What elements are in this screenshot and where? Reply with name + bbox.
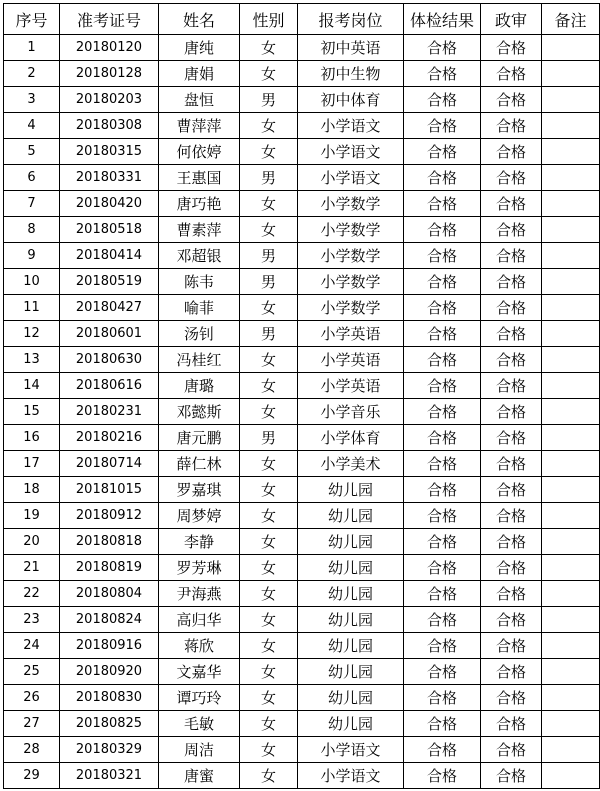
medical-result-cell: 合格 — [404, 35, 481, 61]
name-cell: 何依婷 — [159, 139, 240, 165]
name-cell: 唐巧艳 — [159, 191, 240, 217]
seq-cell: 25 — [4, 659, 60, 685]
name-cell: 汤钊 — [159, 321, 240, 347]
name-cell: 曹素萍 — [159, 217, 240, 243]
name-cell: 罗嘉琪 — [159, 477, 240, 503]
gender-cell: 女 — [240, 685, 298, 711]
name-cell: 曹萍萍 — [159, 113, 240, 139]
seq-cell: 2 — [4, 61, 60, 87]
table-row — [4, 711, 600, 737]
position-cell: 幼儿园 — [298, 503, 404, 529]
table-row — [4, 737, 600, 763]
political-review-cell: 合格 — [481, 399, 542, 425]
position-cell: 幼儿园 — [298, 711, 404, 737]
name-cell: 罗芳琳 — [159, 555, 240, 581]
position-cell: 幼儿园 — [298, 555, 404, 581]
table-row — [4, 321, 600, 347]
name-cell: 盘恒 — [159, 87, 240, 113]
remarks-cell — [542, 347, 600, 373]
gender-cell: 男 — [240, 87, 298, 113]
remarks-cell — [542, 87, 600, 113]
seq-cell: 12 — [4, 321, 60, 347]
ticket-number-cell: 20180128 — [60, 61, 159, 87]
name-cell: 文嘉华 — [159, 659, 240, 685]
political-review-cell: 合格 — [481, 425, 542, 451]
seq-cell: 18 — [4, 477, 60, 503]
name-cell: 邓懿斯 — [159, 399, 240, 425]
position-cell: 小学美术 — [298, 451, 404, 477]
gender-cell: 女 — [240, 61, 298, 87]
ticket-number-cell: 20180427 — [60, 295, 159, 321]
results-table — [3, 3, 600, 789]
medical-result-cell: 合格 — [404, 763, 481, 789]
position-cell: 小学体育 — [298, 425, 404, 451]
header-gender: 性别 — [240, 4, 298, 35]
remarks-cell — [542, 425, 600, 451]
ticket-number-cell: 20180315 — [60, 139, 159, 165]
table-row — [4, 113, 600, 139]
seq-cell: 8 — [4, 217, 60, 243]
medical-result-cell: 合格 — [404, 555, 481, 581]
gender-cell: 女 — [240, 711, 298, 737]
remarks-cell — [542, 477, 600, 503]
remarks-cell — [542, 685, 600, 711]
ticket-number-cell: 20180616 — [60, 373, 159, 399]
medical-result-cell: 合格 — [404, 139, 481, 165]
remarks-cell — [542, 373, 600, 399]
position-cell: 幼儿园 — [298, 477, 404, 503]
ticket-number-cell: 20180414 — [60, 243, 159, 269]
table-row — [4, 165, 600, 191]
ticket-number-cell: 20180714 — [60, 451, 159, 477]
medical-result-cell: 合格 — [404, 61, 481, 87]
position-cell: 幼儿园 — [298, 581, 404, 607]
ticket-number-cell: 20180818 — [60, 529, 159, 555]
name-cell: 薛仁林 — [159, 451, 240, 477]
seq-cell: 11 — [4, 295, 60, 321]
name-cell: 谭巧玲 — [159, 685, 240, 711]
medical-result-cell: 合格 — [404, 217, 481, 243]
seq-cell: 29 — [4, 763, 60, 789]
position-cell: 小学数学 — [298, 269, 404, 295]
ticket-number-cell: 20180804 — [60, 581, 159, 607]
political-review-cell: 合格 — [481, 477, 542, 503]
name-cell: 蒋欣 — [159, 633, 240, 659]
political-review-cell: 合格 — [481, 321, 542, 347]
gender-cell: 男 — [240, 425, 298, 451]
remarks-cell — [542, 321, 600, 347]
table-row — [4, 35, 600, 61]
remarks-cell — [542, 113, 600, 139]
position-cell: 小学语文 — [298, 113, 404, 139]
ticket-number-cell: 20180216 — [60, 425, 159, 451]
remarks-cell — [542, 243, 600, 269]
position-cell: 初中生物 — [298, 61, 404, 87]
name-cell: 冯桂红 — [159, 347, 240, 373]
medical-result-cell: 合格 — [404, 529, 481, 555]
ticket-number-cell: 20180203 — [60, 87, 159, 113]
ticket-number-cell: 20180916 — [60, 633, 159, 659]
position-cell: 小学数学 — [298, 217, 404, 243]
seq-cell: 4 — [4, 113, 60, 139]
political-review-cell: 合格 — [481, 113, 542, 139]
seq-cell: 17 — [4, 451, 60, 477]
gender-cell: 男 — [240, 269, 298, 295]
ticket-number-cell: 20180120 — [60, 35, 159, 61]
position-cell: 幼儿园 — [298, 685, 404, 711]
ticket-number-cell: 20180601 — [60, 321, 159, 347]
medical-result-cell: 合格 — [404, 347, 481, 373]
table-row — [4, 633, 600, 659]
remarks-cell — [542, 503, 600, 529]
political-review-cell: 合格 — [481, 529, 542, 555]
position-cell: 小学语文 — [298, 763, 404, 789]
medical-result-cell: 合格 — [404, 399, 481, 425]
ticket-number-cell: 20180519 — [60, 269, 159, 295]
political-review-cell: 合格 — [481, 581, 542, 607]
seq-cell: 9 — [4, 243, 60, 269]
political-review-cell: 合格 — [481, 295, 542, 321]
political-review-cell: 合格 — [481, 763, 542, 789]
header-seq: 序号 — [4, 4, 60, 35]
gender-cell: 女 — [240, 555, 298, 581]
medical-result-cell: 合格 — [404, 659, 481, 685]
name-cell: 毛敏 — [159, 711, 240, 737]
political-review-cell: 合格 — [481, 217, 542, 243]
medical-result-cell: 合格 — [404, 451, 481, 477]
remarks-cell — [542, 737, 600, 763]
table-row — [4, 607, 600, 633]
political-review-cell: 合格 — [481, 685, 542, 711]
ticket-number-cell: 20180920 — [60, 659, 159, 685]
gender-cell: 女 — [240, 139, 298, 165]
gender-cell: 女 — [240, 581, 298, 607]
table-row — [4, 295, 600, 321]
gender-cell: 女 — [240, 217, 298, 243]
gender-cell: 女 — [240, 659, 298, 685]
political-review-cell: 合格 — [481, 269, 542, 295]
name-cell: 周洁 — [159, 737, 240, 763]
table-row — [4, 347, 600, 373]
ticket-number-cell: 20180308 — [60, 113, 159, 139]
position-cell: 小学数学 — [298, 295, 404, 321]
remarks-cell — [542, 711, 600, 737]
medical-result-cell: 合格 — [404, 321, 481, 347]
gender-cell: 女 — [240, 503, 298, 529]
ticket-number-cell: 20180231 — [60, 399, 159, 425]
ticket-number-cell: 20180830 — [60, 685, 159, 711]
ticket-number-cell: 20180630 — [60, 347, 159, 373]
position-cell: 幼儿园 — [298, 607, 404, 633]
medical-result-cell: 合格 — [404, 737, 481, 763]
ticket-number-cell: 20180824 — [60, 607, 159, 633]
table-row — [4, 217, 600, 243]
gender-cell: 女 — [240, 35, 298, 61]
political-review-cell: 合格 — [481, 35, 542, 61]
name-cell: 王惠国 — [159, 165, 240, 191]
medical-result-cell: 合格 — [404, 685, 481, 711]
seq-cell: 19 — [4, 503, 60, 529]
gender-cell: 男 — [240, 165, 298, 191]
political-review-cell: 合格 — [481, 373, 542, 399]
remarks-cell — [542, 607, 600, 633]
remarks-cell — [542, 295, 600, 321]
seq-cell: 13 — [4, 347, 60, 373]
seq-cell: 26 — [4, 685, 60, 711]
seq-cell: 15 — [4, 399, 60, 425]
seq-cell: 1 — [4, 35, 60, 61]
table-row — [4, 191, 600, 217]
medical-result-cell: 合格 — [404, 633, 481, 659]
ticket-number-cell: 20180420 — [60, 191, 159, 217]
table-row — [4, 399, 600, 425]
political-review-cell: 合格 — [481, 633, 542, 659]
position-cell: 小学语文 — [298, 139, 404, 165]
gender-cell: 女 — [240, 347, 298, 373]
remarks-cell — [542, 399, 600, 425]
seq-cell: 3 — [4, 87, 60, 113]
remarks-cell — [542, 581, 600, 607]
medical-result-cell: 合格 — [404, 191, 481, 217]
gender-cell: 女 — [240, 737, 298, 763]
medical-result-cell: 合格 — [404, 295, 481, 321]
medical-result-cell: 合格 — [404, 477, 481, 503]
medical-result-cell: 合格 — [404, 373, 481, 399]
position-cell: 幼儿园 — [298, 659, 404, 685]
position-cell: 小学英语 — [298, 321, 404, 347]
table-body — [4, 35, 600, 789]
political-review-cell: 合格 — [481, 659, 542, 685]
remarks-cell — [542, 165, 600, 191]
remarks-cell — [542, 191, 600, 217]
header-name: 姓名 — [159, 4, 240, 35]
medical-result-cell: 合格 — [404, 581, 481, 607]
table-row — [4, 763, 600, 789]
gender-cell: 女 — [240, 295, 298, 321]
remarks-cell — [542, 139, 600, 165]
table-row — [4, 659, 600, 685]
remarks-cell — [542, 555, 600, 581]
seq-cell: 20 — [4, 529, 60, 555]
name-cell: 周梦婷 — [159, 503, 240, 529]
political-review-cell: 合格 — [481, 139, 542, 165]
political-review-cell: 合格 — [481, 451, 542, 477]
header-medical-result: 体检结果 — [404, 4, 481, 35]
table-row — [4, 61, 600, 87]
gender-cell: 女 — [240, 451, 298, 477]
header-remarks: 备注 — [542, 4, 600, 35]
seq-cell: 5 — [4, 139, 60, 165]
name-cell: 邓超银 — [159, 243, 240, 269]
medical-result-cell: 合格 — [404, 243, 481, 269]
remarks-cell — [542, 61, 600, 87]
remarks-cell — [542, 633, 600, 659]
seq-cell: 16 — [4, 425, 60, 451]
medical-result-cell: 合格 — [404, 711, 481, 737]
gender-cell: 女 — [240, 477, 298, 503]
header-political-review: 政审 — [481, 4, 542, 35]
ticket-number-cell: 20180329 — [60, 737, 159, 763]
table-row — [4, 503, 600, 529]
medical-result-cell: 合格 — [404, 165, 481, 191]
remarks-cell — [542, 659, 600, 685]
political-review-cell: 合格 — [481, 243, 542, 269]
ticket-number-cell: 20180912 — [60, 503, 159, 529]
political-review-cell: 合格 — [481, 711, 542, 737]
gender-cell: 女 — [240, 607, 298, 633]
seq-cell: 28 — [4, 737, 60, 763]
table-row — [4, 87, 600, 113]
table-row — [4, 477, 600, 503]
position-cell: 小学语文 — [298, 165, 404, 191]
header-position: 报考岗位 — [298, 4, 404, 35]
gender-cell: 女 — [240, 763, 298, 789]
remarks-cell — [542, 269, 600, 295]
ticket-number-cell: 20181015 — [60, 477, 159, 503]
medical-result-cell: 合格 — [404, 607, 481, 633]
medical-result-cell: 合格 — [404, 503, 481, 529]
name-cell: 唐纯 — [159, 35, 240, 61]
ticket-number-cell: 20180321 — [60, 763, 159, 789]
political-review-cell: 合格 — [481, 87, 542, 113]
ticket-number-cell: 20180331 — [60, 165, 159, 191]
seq-cell: 6 — [4, 165, 60, 191]
seq-cell: 14 — [4, 373, 60, 399]
table-row — [4, 373, 600, 399]
position-cell: 小学英语 — [298, 347, 404, 373]
table-row — [4, 581, 600, 607]
gender-cell: 女 — [240, 373, 298, 399]
seq-cell: 7 — [4, 191, 60, 217]
table-row — [4, 529, 600, 555]
table-row — [4, 243, 600, 269]
position-cell: 初中体育 — [298, 87, 404, 113]
political-review-cell: 合格 — [481, 737, 542, 763]
name-cell: 陈韦 — [159, 269, 240, 295]
gender-cell: 男 — [240, 243, 298, 269]
position-cell: 小学语文 — [298, 737, 404, 763]
name-cell: 唐璐 — [159, 373, 240, 399]
name-cell: 唐娟 — [159, 61, 240, 87]
header-row — [4, 4, 600, 35]
political-review-cell: 合格 — [481, 165, 542, 191]
gender-cell: 女 — [240, 113, 298, 139]
remarks-cell — [542, 451, 600, 477]
table-row — [4, 139, 600, 165]
table-row — [4, 269, 600, 295]
seq-cell: 22 — [4, 581, 60, 607]
seq-cell: 24 — [4, 633, 60, 659]
position-cell: 初中英语 — [298, 35, 404, 61]
name-cell: 唐蜜 — [159, 763, 240, 789]
ticket-number-cell: 20180819 — [60, 555, 159, 581]
political-review-cell: 合格 — [481, 191, 542, 217]
header-ticket-number: 准考证号 — [60, 4, 159, 35]
table-row — [4, 451, 600, 477]
name-cell: 高归华 — [159, 607, 240, 633]
gender-cell: 女 — [240, 191, 298, 217]
political-review-cell: 合格 — [481, 347, 542, 373]
political-review-cell: 合格 — [481, 61, 542, 87]
political-review-cell: 合格 — [481, 555, 542, 581]
seq-cell: 21 — [4, 555, 60, 581]
political-review-cell: 合格 — [481, 607, 542, 633]
name-cell: 唐元鹏 — [159, 425, 240, 451]
gender-cell: 男 — [240, 321, 298, 347]
name-cell: 喻菲 — [159, 295, 240, 321]
ticket-number-cell: 20180518 — [60, 217, 159, 243]
ticket-number-cell: 20180825 — [60, 711, 159, 737]
position-cell: 小学数学 — [298, 243, 404, 269]
table-row — [4, 425, 600, 451]
name-cell: 尹海燕 — [159, 581, 240, 607]
gender-cell: 女 — [240, 633, 298, 659]
medical-result-cell: 合格 — [404, 113, 481, 139]
remarks-cell — [542, 763, 600, 789]
position-cell: 小学数学 — [298, 191, 404, 217]
seq-cell: 27 — [4, 711, 60, 737]
political-review-cell: 合格 — [481, 503, 542, 529]
table-row — [4, 685, 600, 711]
remarks-cell — [542, 35, 600, 61]
medical-result-cell: 合格 — [404, 425, 481, 451]
gender-cell: 女 — [240, 529, 298, 555]
position-cell: 小学英语 — [298, 373, 404, 399]
gender-cell: 女 — [240, 399, 298, 425]
remarks-cell — [542, 529, 600, 555]
seq-cell: 23 — [4, 607, 60, 633]
remarks-cell — [542, 217, 600, 243]
seq-cell: 10 — [4, 269, 60, 295]
position-cell: 小学音乐 — [298, 399, 404, 425]
name-cell: 李静 — [159, 529, 240, 555]
position-cell: 幼儿园 — [298, 529, 404, 555]
medical-result-cell: 合格 — [404, 269, 481, 295]
table-row — [4, 555, 600, 581]
position-cell: 幼儿园 — [298, 633, 404, 659]
medical-result-cell: 合格 — [404, 87, 481, 113]
